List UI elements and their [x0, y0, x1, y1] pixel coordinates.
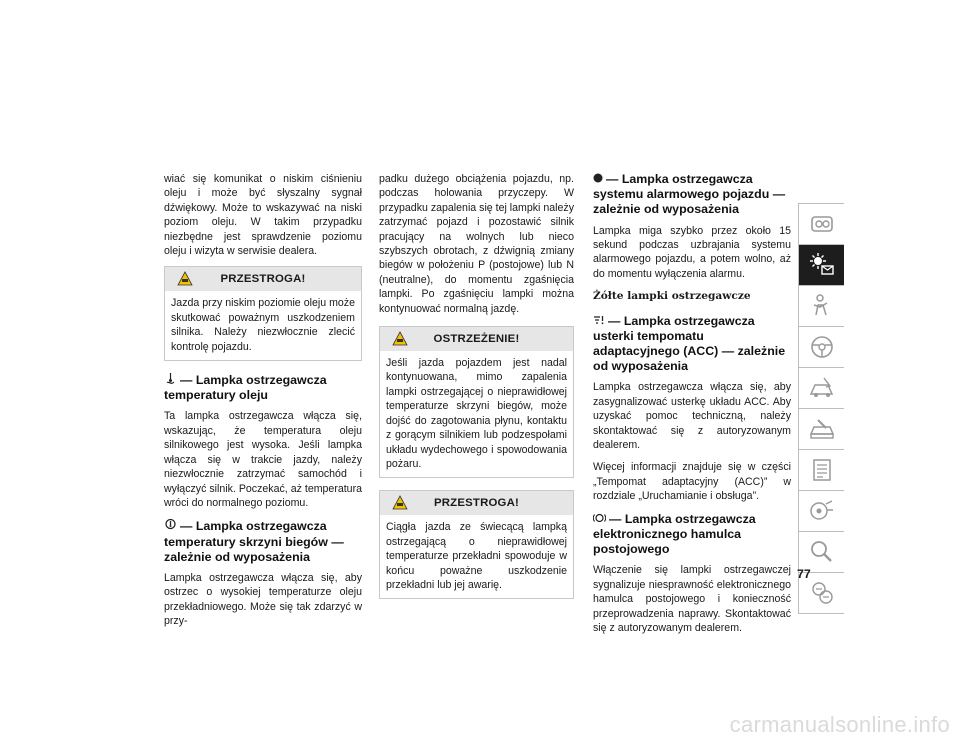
- tab-warning-lights[interactable]: [798, 245, 844, 286]
- safety-tab-icon: [806, 291, 838, 321]
- oil-temperature-icon: [164, 373, 177, 388]
- tab-multimedia[interactable]: [798, 491, 844, 532]
- warning-box-transmission: [379, 326, 574, 478]
- caution-text: Jazda przy niskim poziomie oleju może skutkować poważnym uszkodzeniem silnika. Należy niezwłocznie zlecić kontrolę pojazdu.: [171, 297, 355, 353]
- caution-box-oil-level: [164, 266, 362, 361]
- starting-driving-tab-icon: [806, 332, 838, 362]
- paragraph-transmission-temperature: Lampka ostrzegawcza włącza się, aby ostrzec o wysokiej temperaturze oleju przekładniowego. Może się tak zdarzyć w przy-: [164, 571, 362, 628]
- tab-emergency[interactable]: [798, 368, 844, 409]
- parking-brake-icon: [593, 512, 606, 527]
- multimedia-tab-icon: [806, 496, 838, 526]
- paragraph-oil-temperature: Ta lampka ostrzegawcza włącza się, wskazując, że temperatura oleju silnikowego jest wysoka. Jeśli lampka włącza się w trakcie jazdy, należy niezwłocznie zatrzymać samochód i wyłączyć silnik. Poczekać, aż temperatura wróci do normalnego poziomu.: [164, 410, 362, 509]
- tab-specifications[interactable]: [798, 450, 844, 491]
- watermark: carmanualsonline.info: [729, 712, 950, 737]
- column-1: [164, 172, 362, 637]
- paragraph-acc-fault: Lampka ostrzegawcza włącza się, aby zasygnalizować usterkę układu ACC. Aby uzyskać pomoc techniczną, należy skontaktować się z autoryzowanym dealerem.: [593, 381, 791, 452]
- tab-safety[interactable]: [798, 286, 844, 327]
- section-tabs: [798, 203, 844, 614]
- heading-security-alarm: [593, 172, 791, 218]
- warning-triangle-icon: [392, 495, 408, 510]
- warning-triangle-icon: [177, 271, 193, 286]
- column-3: [593, 172, 791, 643]
- warning-lights-tab-icon: [806, 250, 838, 280]
- warning-box-header: [380, 327, 573, 351]
- tab-dashboard[interactable]: [798, 203, 844, 245]
- caution-box-header: [380, 491, 573, 515]
- acc-fault-icon: [593, 314, 605, 329]
- heading-security-alarm-text: — Lampka ostrzegawcza systemu alarmowego pojazdu — zależnie od wyposażenia: [593, 172, 786, 217]
- paragraph-transmission-continued: padku dużego obciążenia pojazdu, np. podczas holowania przyczepy. W przypadku zapalenia się tej lampki należy zatrzymać pojazd i pozostawić silnik pracujący na wolnych lub nieco szybszych obrotach, z dźwignią zmiany biegów w położeniu P (postojowe) lub N (neutralne), do momentu zgaśnięcia lampki. Po zgaśnięciu lampki można kontynuować normalną jazdę.: [379, 173, 574, 315]
- transmission-temperature-icon: [164, 518, 177, 534]
- caution-title: PRZESTROGA!: [220, 273, 306, 286]
- paragraph-security-alarm: Lampka miga szybko przez około 15 sekund podczas uzbrajania systemu alarmowego pojazdu, a potem wolno, aż do momentu wyłączenia alarmu.: [593, 224, 791, 280]
- heading-parking-brake-text: — Lampka ostrzegawcza elektronicznego hamulca postojowego: [593, 511, 756, 557]
- column-2: [379, 172, 574, 611]
- servicing-tab-icon: [806, 414, 838, 444]
- emergency-tab-icon: [806, 373, 838, 403]
- caution-box-header: [165, 267, 361, 291]
- page-number: 77: [797, 567, 811, 581]
- caution-box-transmission: [379, 490, 574, 599]
- paragraph-oil-pressure: wiać się komunikat o niskim ciśnieniu oleju i może być słyszalny sygnał dźwiękowy. Może to wskazywać na niski poziom oleju. W takim przypadku niezbędne jest sprawdzenie poziomu oleju i wizyta w serwisie dealera.: [164, 173, 362, 258]
- warning-title: OSTRZEŻENIE!: [433, 332, 520, 345]
- tab-servicing[interactable]: [798, 409, 844, 450]
- warning-triangle-icon: [392, 331, 408, 346]
- paragraph-acc-reference: Więcej informacji znajduje się w części „Tempomat adaptacyjny (ACC)” w rozdziale „Uruchamianie i obsługa”.: [593, 461, 791, 503]
- dashboard-tab-icon: [806, 209, 838, 239]
- languages-tab-icon: [806, 578, 838, 608]
- caution-text: Ciągła jazda ze świecącą lampką ostrzegającą o nieprawidłowej temperaturze przekładni spowoduje w końcu poważne uszkodzenie przekładni lub jej awarię.: [386, 521, 567, 591]
- specifications-tab-icon: [806, 455, 838, 485]
- paragraph-parking-brake: Włączenie się lampki ostrzegawczej sygnalizuje niesprawność elektronicznego hamulca postojowego i konieczność przeprowadzenia naprawy. Skontaktować się z autoryzowanym dealerem.: [593, 564, 791, 634]
- heading-acc-fault: [593, 314, 791, 375]
- subheading-yellow-lights: Żółte lampki ostrzegawcze: [593, 290, 751, 303]
- index-tab-icon: [806, 537, 838, 567]
- caution-title: PRZESTROGA!: [433, 497, 520, 510]
- heading-parking-brake: [593, 512, 791, 558]
- heading-oil-temperature-text: — Lampka ostrzegawcza temperatury oleju: [164, 373, 327, 403]
- warning-text: Jeśli jazda pojazdem jest nadal kontynuowana, mimo zapalenia lampki ostrzegającej o nieprawidłowej temperaturze skrzyni biegów, może dojść do zagotowania płynu, kontaktu z gorącym silnikiem lub podzespołami układu wydechowego i spowodowania pożaru.: [386, 357, 567, 470]
- security-alarm-icon: [593, 172, 603, 187]
- heading-transmission-temperature-text: — Lampka ostrzegawcza temperatury skrzyni biegów — zależnie od wyposażenia: [164, 519, 344, 564]
- heading-transmission-temperature: [164, 518, 362, 565]
- heading-acc-fault-text: — Lampka ostrzegawcza usterki tempomatu adaptacyjnego (ACC) — zależnie od wyposażenia: [593, 313, 786, 374]
- tab-starting-driving[interactable]: [798, 327, 844, 368]
- heading-oil-temperature: [164, 373, 362, 403]
